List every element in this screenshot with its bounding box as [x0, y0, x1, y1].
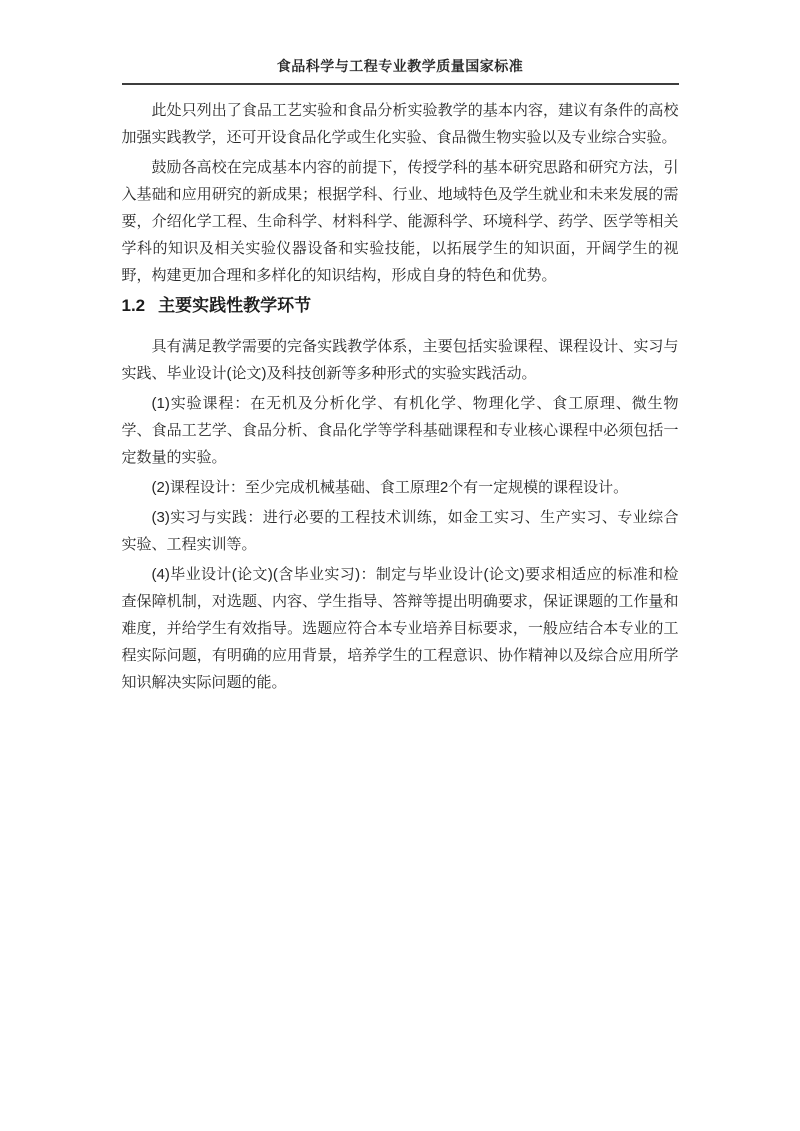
section-heading	[122, 295, 679, 317]
list-item-2: (2)课程设计：至少完成机械基础、食工原理2个有一定规模的课程设计。	[151, 479, 629, 496]
list-item-1: (1)实验课程：在无机及分析化学、有机化学、物理化学、食工原理、微生物学、食品工艺学、食品分析、食品化学等学科基础课程和专业核心课程中必须包括一定数量的实验。	[121, 395, 679, 466]
paragraph-intro-1: 此处只列出了食品工艺实验和食品分析实验教学的基本内容，建议有条件的高校加强实践教学，还可开设食品化学或生化实验、食品微生物实验以及专业综合实验。	[121, 102, 679, 146]
document-body	[122, 97, 679, 696]
paragraph-section-intro: 具有满足教学需要的完备实践教学体系，主要包括实验课程、课程设计、实习与实践、毕业设计(论文)及科技创新等多种形式的实验实践活动。	[121, 338, 679, 382]
paragraph-intro-2: 鼓励各高校在完成基本内容的前提下，传授学科的基本研究思路和研究方法，引入基础和应用研究的新成果；根据学科、行业、地域特色及学生就业和未来发展的需要，介绍化学工程、生命科学、材料科学、能源科学、环境科学、药学、医学等相关学科的知识及相关实验仪器设备和实验技能，以拓展学生的知识面，开阔学生的视野，构建更加合理和多样化的知识结构，形成自身的特色和优势。	[121, 159, 679, 284]
list-item-4: (4)毕业设计(论文)(含毕业实习)：制定与毕业设计(论文)要求相适应的标准和检查保障机制，对选题、内容、学生指导、答辩等提出明确要求，保证课题的工作量和难度，并给学生有效指导。选题应符合本专业培养目标要求，一般应结合本专业的工程实际问题，有明确的应用背景，培养学生的工程意识、协作精神以及综合应用所学知识解决实际问题的能。	[121, 566, 679, 691]
section-number: 1.2	[121, 296, 146, 315]
list-item-3: (3)实习与实践：进行必要的工程技术训练，如金工实习、生产实习、专业综合实验、工程实训等。	[121, 509, 679, 553]
page-header	[122, 0, 679, 85]
header-divider	[122, 83, 679, 85]
document-title: 食品科学与工程专业教学质量国家标准	[276, 58, 524, 74]
section-title: 主要实践性教学环节	[158, 296, 312, 315]
